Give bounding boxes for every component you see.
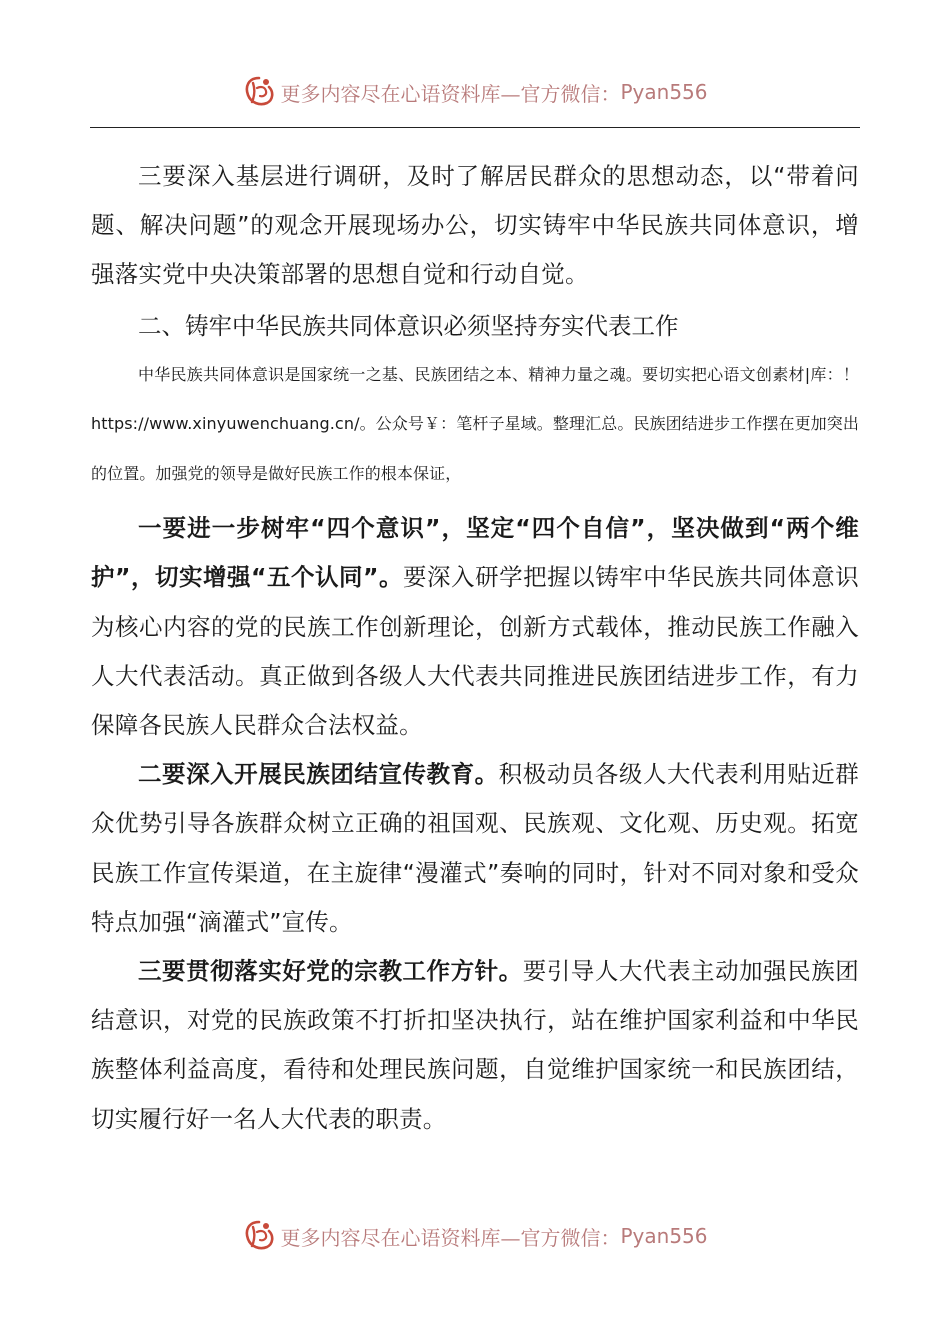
paragraph-3 bbox=[91, 504, 859, 750]
brand-logo-icon bbox=[242, 1219, 276, 1253]
header-banner bbox=[0, 70, 950, 114]
banner-text: 更多内容尽在心语资料库—官方微信： bbox=[280, 81, 621, 106]
paragraph-4 bbox=[91, 750, 859, 947]
paragraph-3-lead: 一要进一步树牢“四个意识”，坚定“四个自信”，坚决做到“两个维护”，切实增强“五个认同”。 bbox=[91, 514, 859, 592]
paragraph-1: 三要深入基层进行调研，及时了解居民群众的思想动态，以“带着问题、解决问题”的观念开展现场办公，切实铸牢中华民族共同体意识，增强落实党中央决策部署的思想自觉和行动自觉。 bbox=[91, 162, 859, 289]
paragraph-3-body: 要深入研学把握以铸牢中华民族共同体意识为核心内容的党的民族工作创新理论，创新方式载体，推动民族工作融入人大代表活动。真正做到各级人大代表共同推进民族团结进步工作，有力保障各民族人民群众合法权益。 bbox=[91, 563, 859, 739]
paragraph-5-body: 要引导人大代表主动加强民族团结意识，对党的民族政策不打折扣坚决执行，站在维护国家利益和中华民族整体利益高度，看待和处理民族问题，自觉维护国家统一和民族团结，切实履行好一名人大代表的职责。 bbox=[91, 956, 859, 1133]
paragraph-5-lead: 三要贯彻落实好党的宗教工作方针。 bbox=[138, 956, 523, 985]
wechat-id: Pyan556 bbox=[620, 1224, 708, 1248]
header-divider bbox=[90, 127, 860, 128]
footer-banner bbox=[0, 1214, 950, 1258]
document-body bbox=[91, 152, 859, 1144]
paragraph-4-body: 积极动员各级人大代表利用贴近群众优势引导各族群众树立正确的祖国观、民族观、文化观、历史观。拓宽民族工作宣传渠道，在主旋律“漫灌式”奏响的同时，针对不同对象和受众特点加强“滴灌式”宣传。 bbox=[91, 760, 859, 936]
banner-text: 更多内容尽在心语资料库—官方微信： bbox=[280, 1225, 621, 1250]
paragraph-2-small: 中华民族共同体意识是国家统一之基、民族团结之本、精神力量之魂。要切实把心语文创素材|库：！https://www.xinyuwenchuang.cn/。公众号￥：笔杆子星域。整理汇总。民族团结进步工作摆在更加突出的位置。加强党的领导是做好民族工作的根本保证， bbox=[91, 364, 859, 483]
paragraph-4-lead: 二要深入开展民族团结宣传教育。 bbox=[138, 760, 499, 789]
brand-logo-icon bbox=[242, 75, 276, 109]
paragraph-5 bbox=[91, 947, 859, 1144]
wechat-id: Pyan556 bbox=[620, 80, 708, 104]
section-heading: 二、铸牢中华民族共同体意识必须坚持夯实代表工作 bbox=[138, 311, 679, 340]
